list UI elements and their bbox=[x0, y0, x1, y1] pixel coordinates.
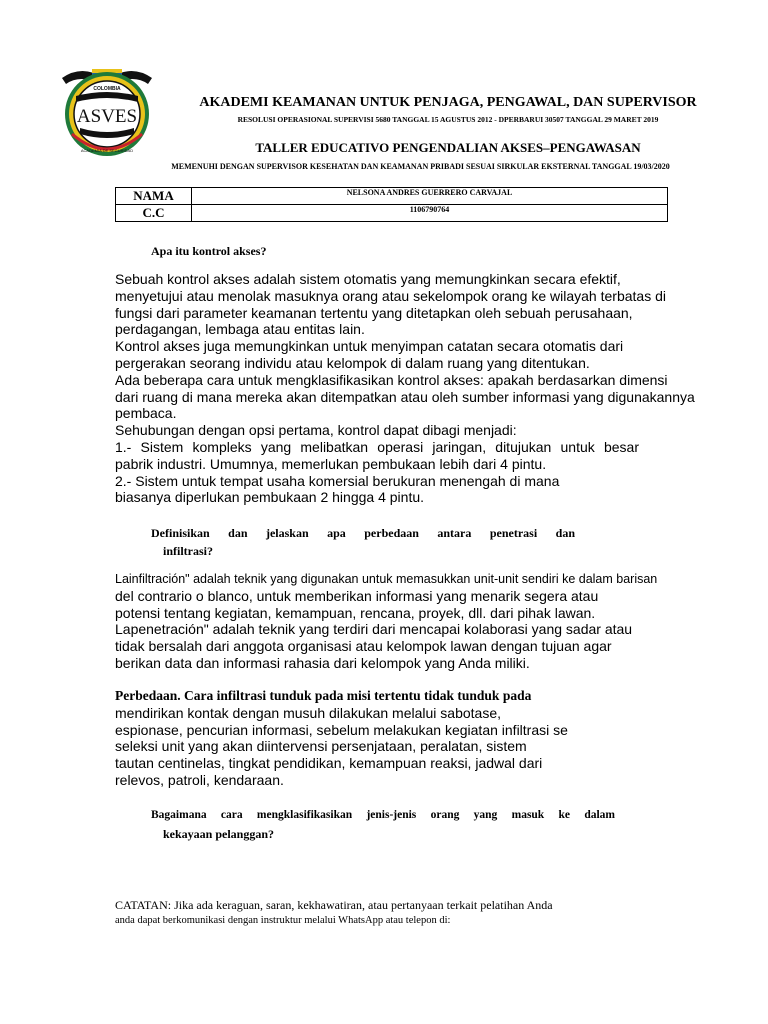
difference-line: mendirikan kontak dengan musuh dilakukan melalui sabotase, bbox=[115, 704, 502, 721]
difference-line: tautan centinelas, tingkat pendidikan, kemampuan reaksi, jadwal dari bbox=[115, 755, 543, 772]
asves-logo bbox=[56, 60, 158, 160]
answer-2-line: del contrario o blanco, untuk memberikan informasi yang menarik segera atau bbox=[115, 587, 599, 604]
student-info-table bbox=[115, 187, 668, 222]
note-line-2: anda dapat berkomunikasi dengan instruktur melalui WhatsApp atau telepon di: bbox=[115, 915, 451, 926]
answer-1-line: Kontrol akses juga memungkinkan untuk menyimpan catatan secara otomatis dari bbox=[115, 338, 624, 355]
answer-2-line: berikan data dan informasi rahasia dari kelompok yang Anda miliki. bbox=[115, 654, 530, 671]
logo-top-text: COLOMBIA bbox=[93, 86, 121, 92]
answer-1-line: pergerakan seorang individu atau kelompok di dalam ruang yang ditentukan. bbox=[115, 354, 590, 371]
answer-2-line: Lainfiltración" adalah teknik yang digunakan untuk memasukkan unit-unit sendiri ke dalam barisan bbox=[115, 572, 658, 586]
answer-1-line: dari ruang di mana mereka akan ditempatkan atau oleh sumber informasi yang digunakannya bbox=[115, 388, 695, 405]
answer-2 bbox=[115, 571, 657, 672]
answer-2-line: Lapenetración" adalah teknik yang terdiri dari mencapai kolaborasi yang sadar atau bbox=[115, 621, 633, 638]
answer-1-line: pembaca. bbox=[115, 405, 177, 422]
name-label: NAMA bbox=[116, 188, 192, 205]
answer-1-line: 1.- Sistem kompleks yang melibatkan operasi jaringan, ditujukan untuk besar bbox=[115, 438, 639, 455]
answer-1-line: biasanya diperlukan pembukaan 2 hingga 4 pintu. bbox=[115, 489, 425, 506]
difference-line: seleksi unit yang akan diintervensi persenjataan, peralatan, sistem bbox=[115, 738, 527, 755]
question-2-cont: infiltrasi? bbox=[163, 544, 213, 558]
cc-value: 1106790764 bbox=[192, 205, 668, 222]
question-2 bbox=[147, 526, 575, 541]
cc-label: C.C bbox=[116, 205, 192, 222]
logo-text: ASVES bbox=[76, 106, 138, 127]
academy-title: AKADEMI KEAMANAN UNTUK PENJAGA, PENGAWAL, DAN SUPERVISOR bbox=[199, 95, 697, 110]
question-3-cont: kekayaan pelanggan? bbox=[163, 827, 275, 841]
answer-1-line: 2.- Sistem untuk tempat usaha komersial berukuran menengah di mana bbox=[115, 472, 560, 489]
logo-ring-text: ACADEMIA DE SEGURIDAD bbox=[80, 148, 134, 153]
cc-row bbox=[116, 205, 668, 222]
answer-2-line: potensi tentang kegiatan, kemampuan, rencana, proyek, dll. dari pihak lawan. bbox=[115, 604, 596, 621]
question-1 bbox=[147, 244, 266, 259]
answer-1 bbox=[115, 271, 695, 506]
answer-1-line: pabrik industri. Umumnya, memerlukan pembukaan lebih dari 4 pintu. bbox=[115, 455, 547, 472]
question-2-text: Definisikan dan jelaskan apa perbedaan antara penetrasi dan bbox=[151, 526, 575, 540]
answer-2-line: tidak bersalah dari anggota organisasi atau kelompok lawan dengan tujuan agar bbox=[115, 638, 612, 655]
question-3-text: Bagaimana cara mengklasifikasikan jenis-jenis orang yang masuk ke dalam bbox=[151, 809, 615, 821]
name-value: NELSONA ANDRES GUERRERO CARVAJAL bbox=[192, 188, 668, 205]
difference-section bbox=[115, 688, 568, 789]
answer-1-line: Sehubungan dengan opsi pertama, kontrol dapat dibagi menjadi: bbox=[115, 422, 517, 439]
note-line-1: CATATAN: Jika ada keraguan, saran, kekhawatiran, atau pertanyaan terkait pelatihan Anda bbox=[115, 898, 553, 912]
course-subtitle: MEMENUHI DENGAN SUPERVISOR KESEHATAN DAN KEAMANAN PRIBADI SESUAI SIRKULAR EKSTERNAL TANGGAL 19/03/2020 bbox=[171, 162, 670, 171]
note-section bbox=[115, 897, 553, 929]
difference-heading: Perbedaan. Cara infiltrasi tunduk pada misi tertentu tidak tunduk pada bbox=[115, 688, 532, 703]
answer-1-line: menyetujui atau menolak masuknya orang atau sekelompok orang ke wilayah terbatas di bbox=[115, 287, 666, 304]
question-1-text: Apa itu kontrol akses? bbox=[151, 244, 267, 258]
question-3 bbox=[147, 808, 615, 821]
answer-1-line: perdagangan, lembaga atau entitas lain. bbox=[115, 321, 365, 338]
difference-line: relevos, patroli, kendaraan. bbox=[115, 771, 284, 788]
name-row bbox=[116, 188, 668, 205]
course-title: TALLER EDUCATIVO PENGENDALIAN AKSES–PENGAWASAN bbox=[255, 140, 641, 155]
answer-1-line: fungsi dari parameter keamanan tertentu yang ditetapkan oleh sebuah perusahaan, bbox=[115, 304, 633, 321]
difference-line: espionase, pencurian informasi, sebelum melakukan kegiatan infiltrasi se bbox=[115, 721, 568, 738]
answer-1-line: Sebuah kontrol akses adalah sistem otomatis yang memungkinkan secara efektif, bbox=[115, 271, 621, 287]
resolution-line: RESOLUSI OPERASIONAL SUPERVISI 5680 TANGGAL 15 AGUSTUS 2012 - DPERBARUI 30507 TANGGAL 29 MARET 2019 bbox=[237, 115, 659, 124]
answer-1-line: Ada beberapa cara untuk mengklasifikasikan kontrol akses: apakah berdasarkan dimensi bbox=[115, 371, 668, 388]
